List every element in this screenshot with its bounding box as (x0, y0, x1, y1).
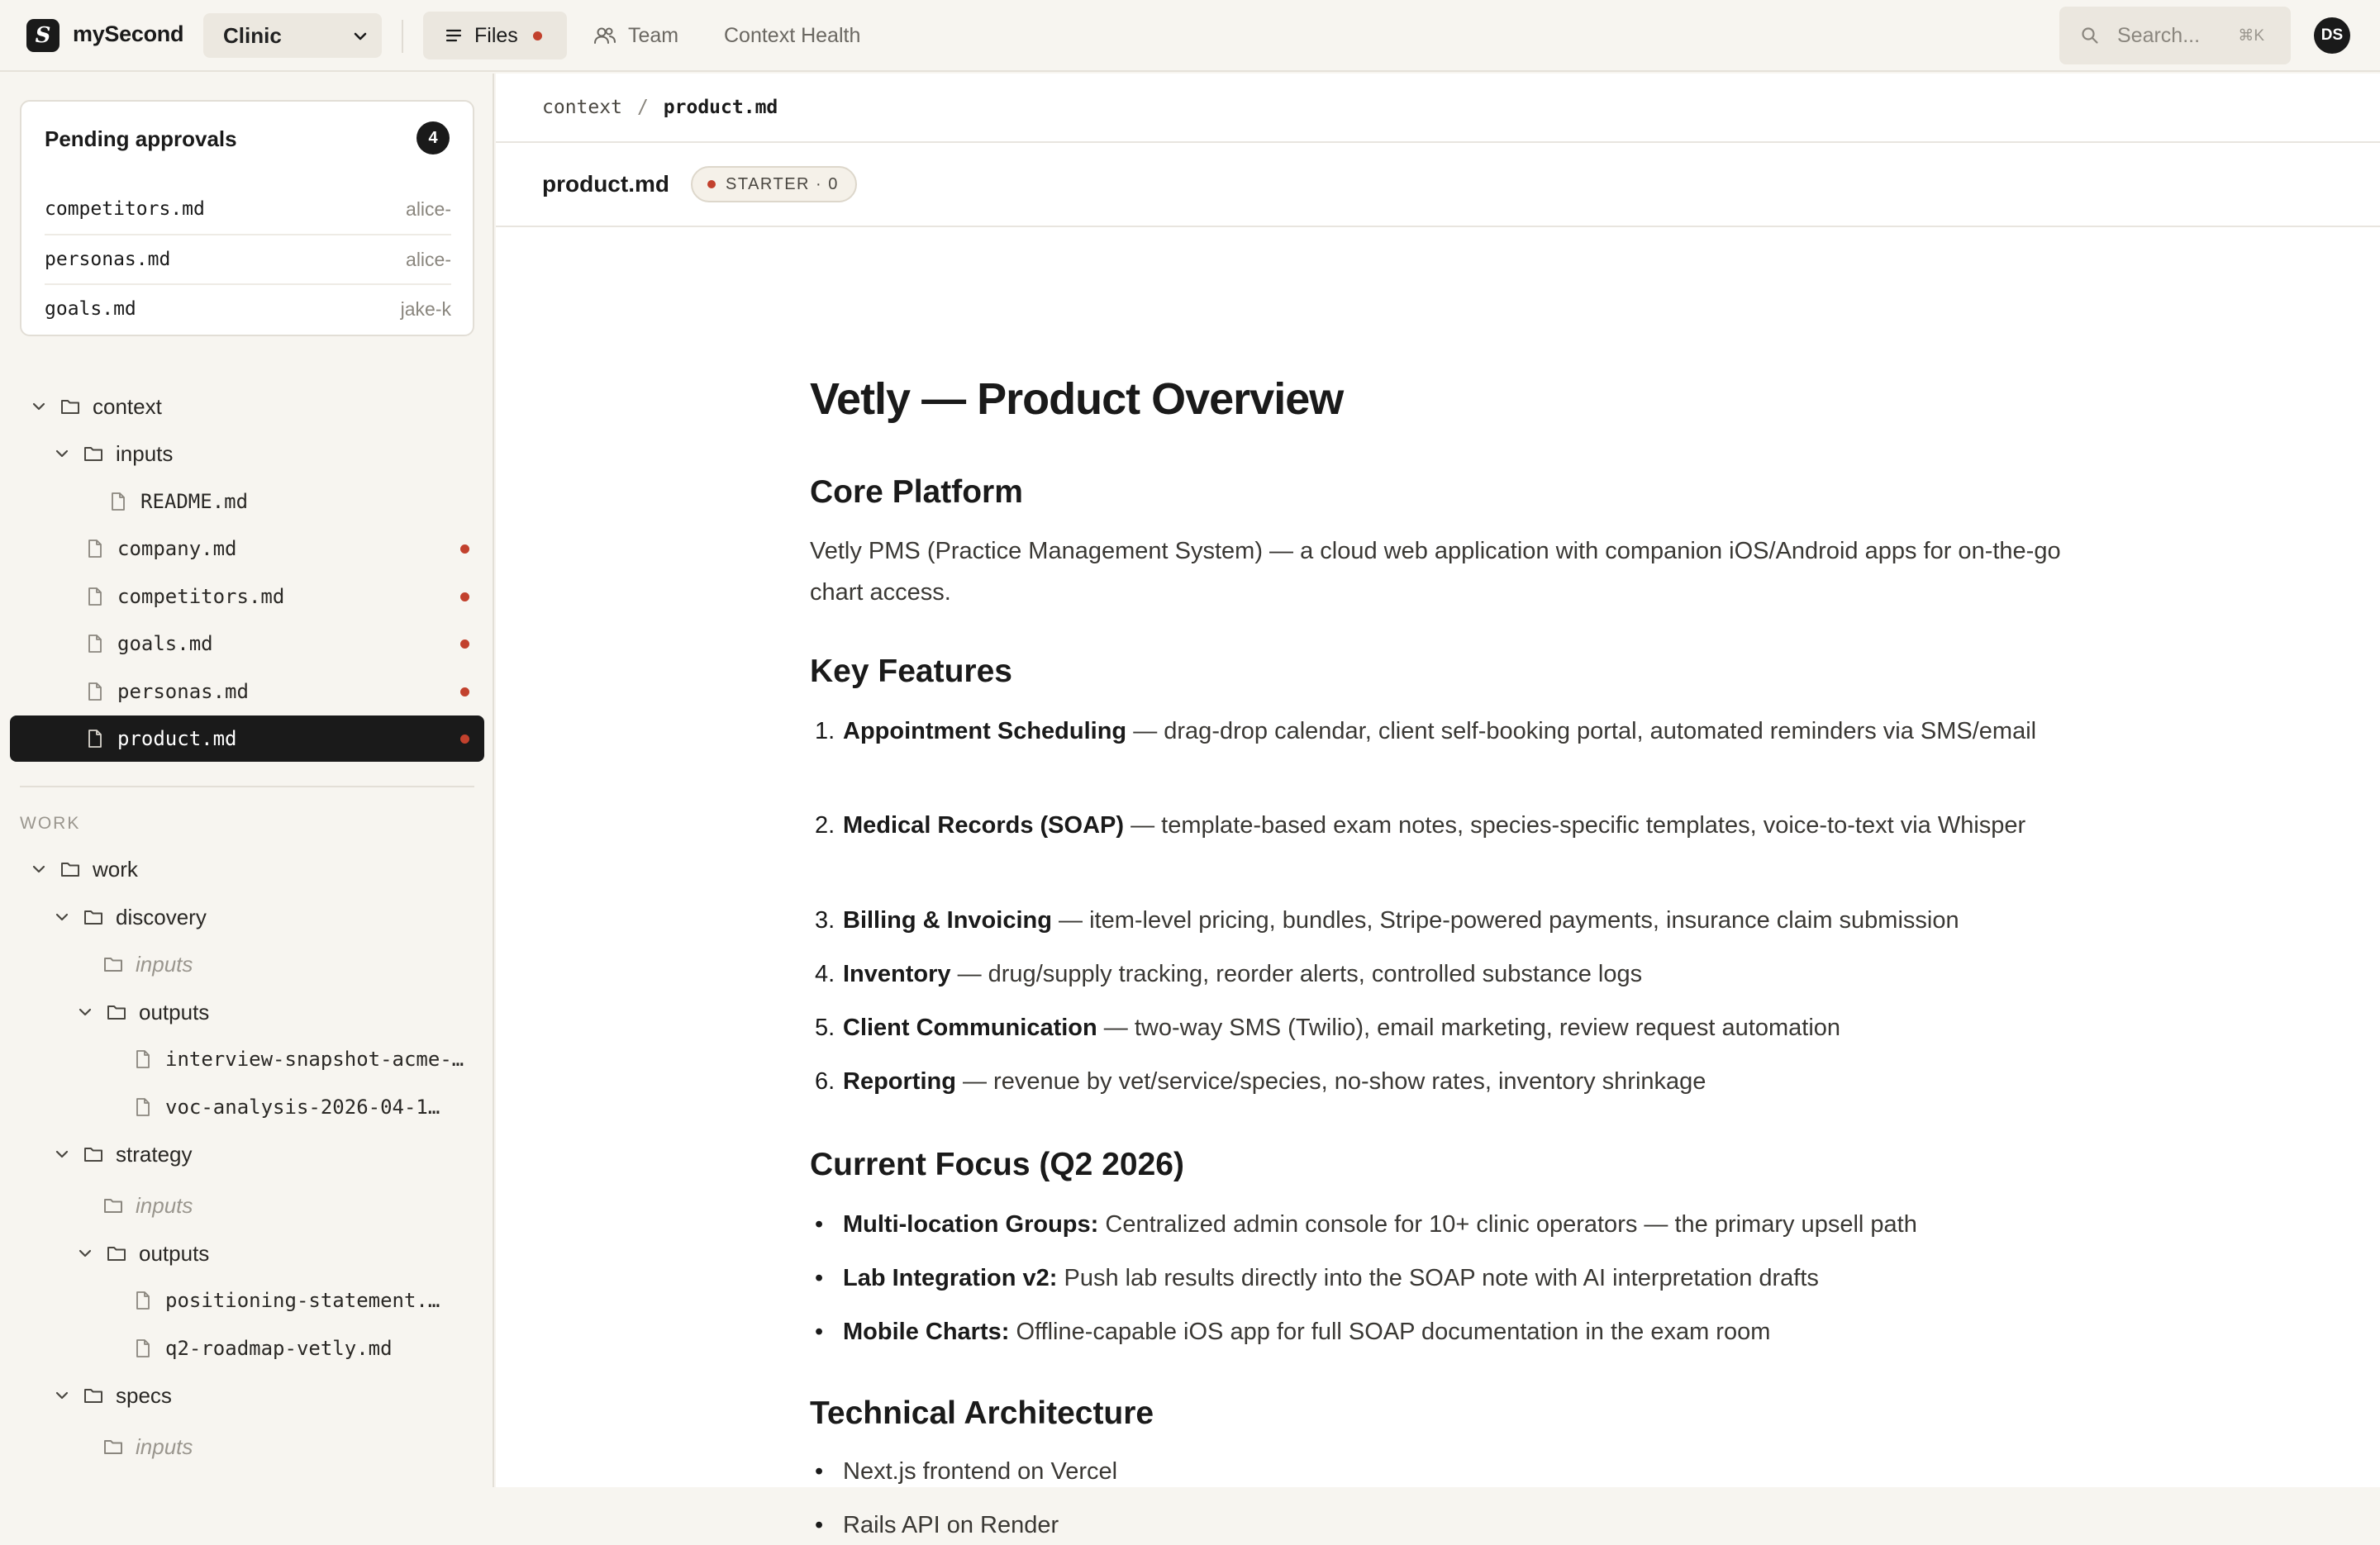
feature-desc: — drag-drop calendar, client self-booking portal, automated reminders via SMS/email (1126, 718, 2037, 744)
folder-icon (102, 1436, 124, 1457)
doc-heading-tech: Technical Architecture (810, 1395, 1154, 1431)
tree-folder-inputs[interactable] (10, 430, 484, 477)
doc-paragraph-core: Vetly PMS (Practice Management System) — a cloud web application with companion iOS/Android apps for on-the-go chart access. (810, 538, 2061, 606)
tree-label: strategy (116, 1141, 193, 1167)
approval-item[interactable] (45, 184, 451, 234)
tree-label: interview-snapshot-acme-… (165, 1048, 464, 1071)
tree-folder-strategy[interactable] (10, 1131, 484, 1177)
feature-desc: — item-level pricing, bundles, Stripe-powered payments, insurance claim submission (1051, 907, 1959, 934)
chevron-down-icon (30, 860, 48, 878)
workspace-select[interactable] (203, 13, 382, 58)
file-icon (132, 1290, 154, 1311)
tree-label: q2-roadmap-vetly.md (165, 1337, 393, 1360)
main-content (496, 74, 2380, 1538)
feature-name: Inventory (843, 961, 951, 987)
folder-icon (83, 1143, 104, 1165)
search-placeholder: Search... (2117, 23, 2201, 47)
folder-icon (60, 858, 81, 880)
tree-folder-context[interactable] (10, 383, 484, 430)
user-avatar[interactable]: DS (2314, 17, 2350, 54)
file-title: product.md (542, 171, 669, 197)
doc-heading-features: Key Features (810, 654, 1012, 689)
file-icon (84, 681, 106, 702)
feature-item (810, 954, 2082, 994)
chevron-down-icon (53, 1145, 71, 1163)
list-marker: 1. (815, 718, 835, 744)
top-bar (0, 0, 2380, 72)
tech-text: Rails API on Render (843, 1512, 1059, 1538)
feature-item (810, 1062, 2082, 1101)
tree-label: context (93, 393, 162, 419)
chevron-down-icon (76, 1244, 94, 1262)
tree-file-product[interactable] (10, 715, 484, 762)
feature-name: Reporting (843, 1068, 956, 1095)
pending-approvals-panel (20, 100, 474, 336)
file-header (542, 143, 857, 226)
modified-dot (460, 544, 469, 554)
feature-desc: — two-way SMS (Twilio), email marketing, review request automation (1097, 1015, 1841, 1041)
tree-folder-strategy-inputs[interactable] (10, 1182, 484, 1229)
breadcrumb-current: product.md (663, 97, 778, 118)
approval-item[interactable] (45, 234, 451, 283)
tier-badge-dot (707, 180, 716, 188)
tree-label: positioning-statement.… (165, 1289, 440, 1312)
feature-item (810, 1008, 2082, 1048)
file-icon (107, 491, 129, 512)
files-changes-dot (533, 31, 542, 40)
chevron-down-icon (76, 1003, 94, 1021)
file-icon (84, 538, 106, 559)
work-section-label: WORK (20, 814, 81, 833)
approval-user: jake-k (400, 297, 451, 320)
tree-label: README.md (140, 490, 249, 513)
nav-context-health-button[interactable] (724, 12, 860, 59)
tree-label: competitors.md (117, 585, 285, 608)
bullet-icon: • (815, 1265, 824, 1291)
doc-heading-focus: Current Focus (Q2 2026) (810, 1147, 1184, 1182)
list-marker: 3. (815, 907, 835, 934)
focus-item (810, 1258, 2082, 1298)
users-icon (593, 26, 616, 45)
approval-file: competitors.md (45, 198, 205, 220)
feature-desc: — revenue by vet/service/species, no-show rates, inventory shrinkage (955, 1068, 1706, 1095)
tree-label: goals.md (117, 632, 213, 655)
breadcrumb (542, 74, 778, 141)
tech-item (810, 1505, 2082, 1545)
list-marker: 5. (815, 1015, 835, 1041)
feature-name: Client Communication (843, 1015, 1097, 1041)
breadcrumb-separator: / (636, 97, 649, 118)
tree-folder-work[interactable] (10, 846, 484, 892)
bullet-icon: • (815, 1211, 824, 1238)
pending-approvals-title: Pending approvals (45, 126, 237, 151)
modified-dot (460, 592, 469, 601)
tier-badge-label: STARTER · 0 (726, 174, 839, 193)
nav-files-label: Files (474, 23, 518, 47)
folder-icon (60, 396, 81, 417)
focus-name: Lab Integration v2: (843, 1265, 1058, 1291)
tree-label: discovery (116, 904, 207, 929)
chevron-down-icon (352, 28, 369, 45)
folder-icon (83, 1385, 104, 1406)
tree-file-goals[interactable] (10, 620, 484, 667)
approval-file: goals.md (45, 298, 136, 320)
tree-label: inputs (136, 1433, 193, 1459)
tree-folder-discovery[interactable] (10, 894, 484, 940)
file-icon (84, 633, 106, 654)
tree-file-readme[interactable] (10, 478, 484, 525)
tree-label: company.md (117, 537, 237, 560)
tree-file-company[interactable] (10, 525, 484, 572)
feature-name: Appointment Scheduling (843, 718, 1127, 744)
focus-desc: Push lab results directly into the SOAP note with AI interpretation drafts (1057, 1265, 1819, 1291)
chevron-down-icon (53, 908, 71, 926)
focus-desc: Offline-capable iOS app for full SOAP documentation in the exam room (1009, 1319, 1771, 1345)
folder-icon (106, 1001, 127, 1023)
doc-heading-core: Core Platform (810, 474, 1023, 510)
focus-name: Multi-location Groups: (843, 1211, 1099, 1238)
feature-name: Medical Records (SOAP) (843, 812, 1125, 839)
folder-icon (102, 1195, 124, 1216)
tree-folder-discovery-outputs[interactable] (10, 989, 484, 1035)
approval-item[interactable] (45, 283, 451, 333)
tree-label: work (93, 856, 138, 882)
focus-item (810, 1312, 2082, 1352)
tree-label: inputs (116, 440, 174, 466)
folder-icon (106, 1243, 127, 1264)
tree-label: personas.md (117, 680, 249, 703)
sidebar (0, 74, 494, 1487)
feature-item (810, 806, 2082, 845)
tree-label: product.md (117, 727, 237, 750)
folder-icon (83, 443, 104, 464)
feature-name: Billing & Invoicing (843, 907, 1052, 934)
tree-folder-specs-inputs[interactable] (10, 1424, 484, 1470)
doc-title: Vetly — Product Overview (810, 374, 1344, 424)
list-marker: 6. (815, 1068, 835, 1095)
pending-approvals-count: 4 (416, 121, 450, 154)
chevron-down-icon (53, 1386, 71, 1405)
tier-badge[interactable] (691, 166, 857, 202)
file-icon (84, 728, 106, 749)
tech-item (810, 1452, 2082, 1491)
modified-dot (460, 687, 469, 696)
nav-team-button[interactable] (593, 12, 678, 59)
folder-icon (102, 953, 124, 975)
folder-icon (83, 906, 104, 928)
tech-text: Next.js frontend on Vercel (843, 1458, 1118, 1485)
feature-desc: — drug/supply tracking, reorder alerts, controlled substance logs (950, 961, 1643, 987)
tree-label: inputs (136, 1192, 193, 1218)
approval-user: alice- (406, 248, 451, 270)
nav-context-health-label: Context Health (724, 23, 861, 47)
search-icon (2081, 26, 2099, 45)
nav-files-button[interactable] (423, 12, 567, 59)
focus-desc: Centralized admin console for 10+ clinic operators — the primary upsell path (1098, 1211, 1917, 1238)
feature-item (810, 711, 2082, 751)
tree-label: voc-analysis-2026-04-1… (165, 1096, 440, 1119)
tree-file-positioning-statement[interactable] (10, 1277, 484, 1324)
tree-label: inputs (136, 951, 193, 977)
focus-item (810, 1205, 2082, 1244)
file-header-divider (496, 226, 2380, 227)
modified-dot (460, 639, 469, 649)
approval-file: personas.md (45, 249, 171, 270)
tree-file-voc-analysis[interactable] (10, 1084, 484, 1130)
feature-desc: — template-based exam notes, species-specific templates, voice-to-text via Whisper (1124, 812, 2026, 839)
approval-user: alice- (406, 197, 451, 220)
file-icon (132, 1338, 154, 1359)
tree-label: outputs (139, 1240, 210, 1266)
workspace-select-value: Clinic (223, 22, 282, 48)
search-input[interactable] (2059, 7, 2291, 64)
nav-team-label: Team (628, 23, 679, 47)
list-marker: 2. (815, 812, 835, 839)
tree-label: outputs (139, 999, 210, 1024)
bullet-icon: • (815, 1319, 824, 1345)
focus-name: Mobile Charts: (843, 1319, 1010, 1345)
file-icon (84, 586, 106, 607)
tree-file-q2-roadmap[interactable] (10, 1325, 484, 1371)
tree-file-interview-snapshot[interactable] (10, 1036, 484, 1082)
app-logo[interactable]: S (26, 19, 60, 52)
app-name: mySecond (73, 21, 184, 46)
file-icon (132, 1048, 154, 1070)
tree-folder-specs[interactable] (10, 1372, 484, 1419)
tree-file-personas[interactable] (10, 668, 484, 715)
file-icon (132, 1096, 154, 1118)
bullet-icon: • (815, 1458, 824, 1485)
breadcrumb-root[interactable]: context (542, 97, 622, 118)
chevron-down-icon (30, 397, 48, 416)
sidebar-divider (20, 786, 474, 787)
top-divider (402, 20, 403, 53)
tree-file-competitors[interactable] (10, 573, 484, 620)
list-icon (445, 26, 463, 45)
list-marker: 4. (815, 961, 835, 987)
tree-folder-discovery-inputs[interactable] (10, 941, 484, 987)
bullet-icon: • (815, 1512, 824, 1538)
tree-label: specs (116, 1382, 172, 1408)
modified-dot (460, 734, 469, 744)
chevron-down-icon (53, 444, 71, 463)
search-shortcut: ⌘K (2238, 27, 2264, 45)
feature-item (810, 901, 2082, 940)
tree-folder-strategy-outputs[interactable] (10, 1230, 484, 1276)
